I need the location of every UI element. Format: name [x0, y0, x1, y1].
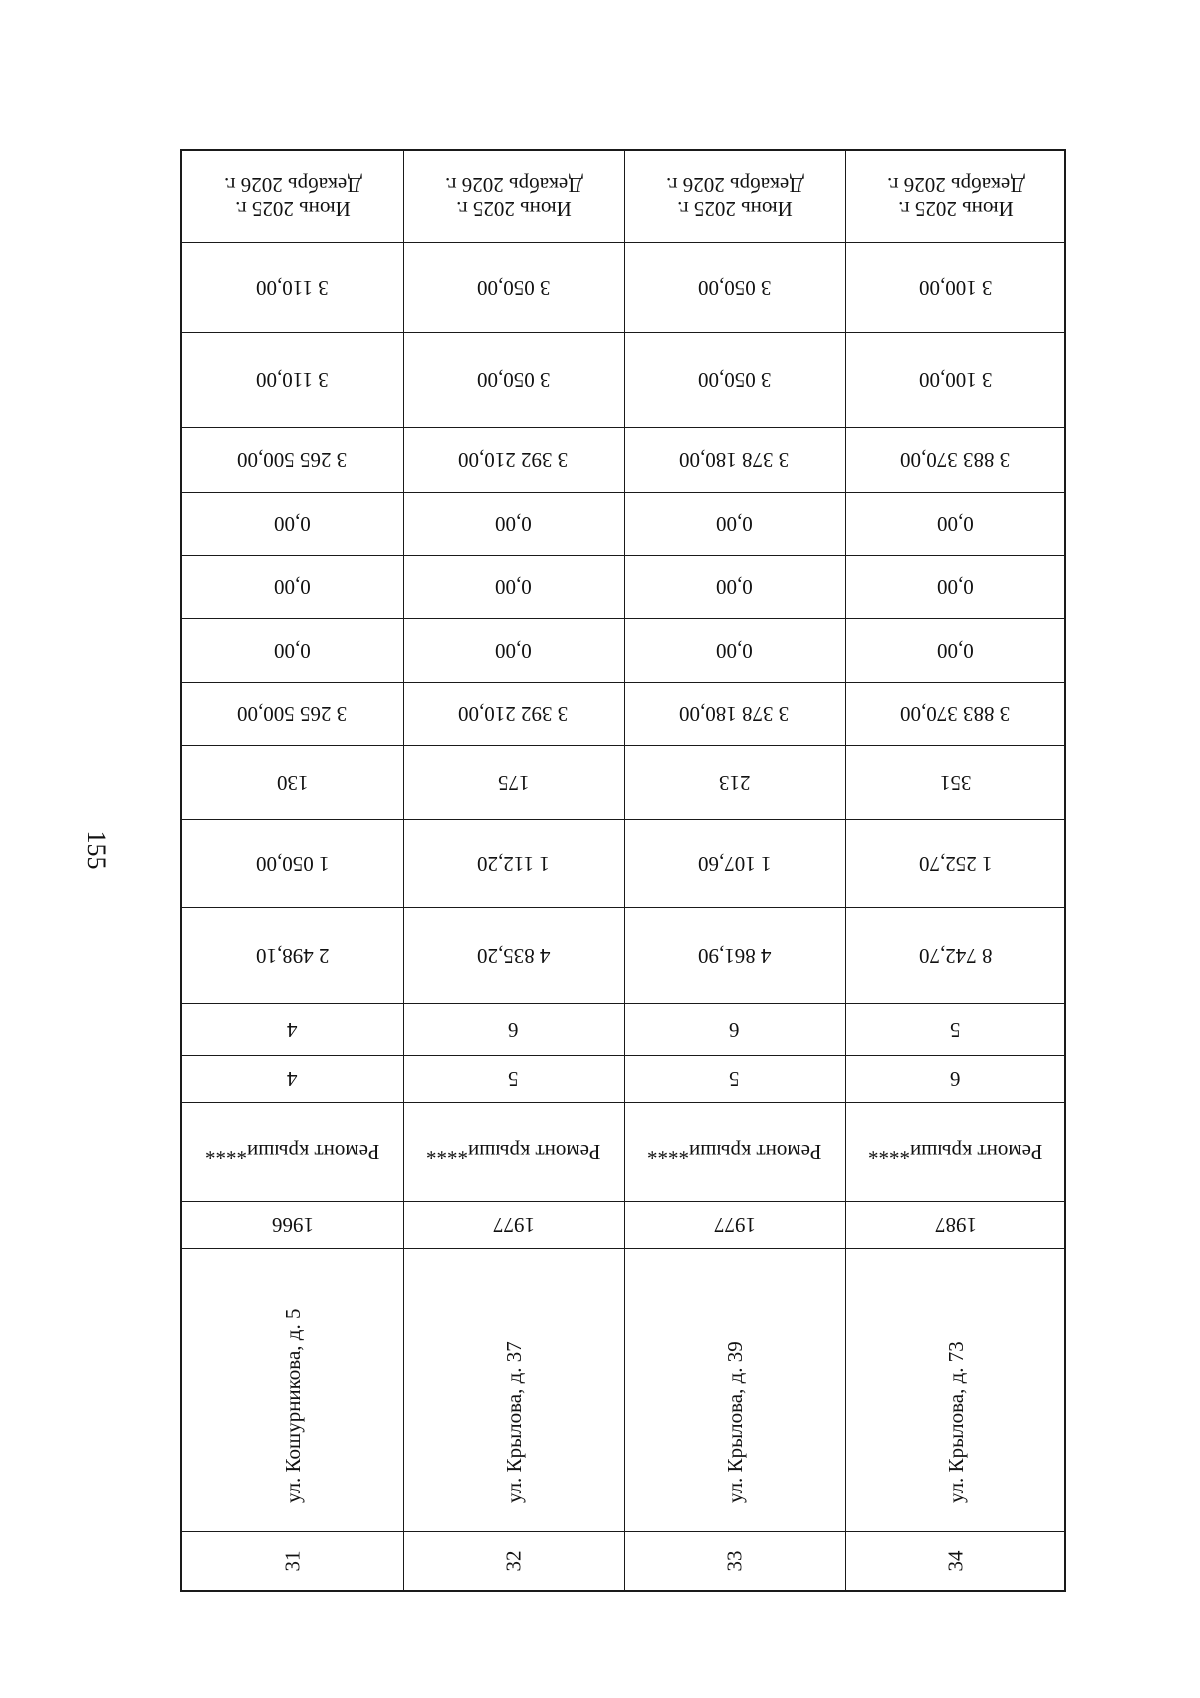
address-text: ул. Кошурникова, д. 5 — [280, 1308, 305, 1503]
table-row — [182, 493, 1064, 556]
table-cell: 4 — [287, 1067, 298, 1091]
table-cell: 0,00 — [716, 575, 753, 599]
table-cell: 5 — [950, 1017, 961, 1042]
column-divider — [845, 151, 846, 1590]
table-cell: 3 100,00 — [918, 368, 993, 392]
table-cell — [845, 1249, 1066, 1531]
table-cell — [182, 1249, 403, 1531]
table-cell: 4 — [287, 1017, 298, 1042]
table-row — [182, 619, 1064, 683]
table-cell: Июнь 2025 г. Декабрь 2026 г. — [223, 172, 362, 221]
table-cell: 0,00 — [495, 512, 532, 536]
table-cell: 0,00 — [937, 575, 974, 599]
table-cell: 0,00 — [495, 638, 532, 663]
table-cell: 31 — [280, 1550, 305, 1572]
table-cell: 3 050,00 — [476, 368, 551, 392]
table-cell: 5 — [729, 1067, 740, 1091]
table-cell: 3 110,00 — [256, 275, 329, 300]
table-cell: 1987 — [934, 1213, 977, 1237]
table-cell: Июнь 2025 г. Декабрь 2026 г. — [444, 172, 583, 221]
table-cell: 0,00 — [274, 575, 311, 599]
table-row — [182, 333, 1064, 428]
table-cell: 351 — [939, 770, 972, 795]
column-divider — [403, 151, 404, 1590]
table-cell — [403, 1249, 624, 1531]
table-cell: 6 — [508, 1017, 519, 1042]
table-cell: 2 498,10 — [255, 943, 330, 968]
table-cell: Ремонт крыши**** — [647, 1140, 822, 1164]
table-row-period — [182, 151, 1064, 243]
table-cell: 5 — [508, 1067, 519, 1091]
address-text: ул. Крылова, д. 39 — [722, 1341, 747, 1503]
address-text: ул. Крылова, д. 73 — [943, 1341, 968, 1503]
table-cell: 3 050,00 — [476, 275, 551, 300]
table-cell: 0,00 — [274, 638, 311, 663]
table-cell: 4 835,20 — [476, 943, 551, 968]
table-cell: 3 883 370,00 — [900, 448, 1011, 472]
table-cell: 3 392 210,00 — [458, 448, 569, 472]
table-cell: 1 107,60 — [697, 851, 772, 876]
table-cell: 1977 — [492, 1213, 535, 1237]
table-row — [182, 820, 1064, 908]
table-cell: 3 050,00 — [697, 275, 772, 300]
table-cell: 1 050,00 — [255, 851, 330, 876]
table-cell: 34 — [943, 1550, 968, 1572]
table-cell: 1966 — [271, 1213, 314, 1237]
table-row — [182, 1004, 1064, 1056]
table-cell: 33 — [722, 1550, 747, 1572]
table-cell: Ремонт крыши**** — [426, 1140, 601, 1164]
table-cell: 6 — [950, 1067, 961, 1091]
table-row-number — [182, 1532, 1064, 1590]
table-cell: 1977 — [713, 1213, 756, 1237]
table-cell: Ремонт крыши**** — [868, 1140, 1043, 1164]
table-row — [182, 683, 1064, 746]
table-cell: 0,00 — [495, 575, 532, 599]
table-cell: 130 — [276, 770, 309, 795]
table-cell: 3 265 500,00 — [237, 702, 348, 726]
table-cell: 175 — [497, 770, 530, 795]
table-cell: Ремонт крыши**** — [205, 1140, 380, 1164]
table-cell: 3 050,00 — [697, 368, 772, 392]
table-row — [182, 556, 1064, 619]
table-row-address — [182, 1249, 1064, 1532]
table-cell: 3 378 180,00 — [679, 702, 790, 726]
works-schedule-table — [180, 149, 1066, 1592]
table-row — [182, 243, 1064, 333]
table-cell: Июнь 2025 г. Декабрь 2026 г. — [886, 172, 1025, 221]
table-cell: Июнь 2025 г. Декабрь 2026 г. — [665, 172, 804, 221]
table-row-work-type — [182, 1103, 1064, 1202]
table-cell: 4 861,90 — [697, 943, 772, 968]
table-cell: 3 378 180,00 — [679, 448, 790, 472]
table-cell: 6 — [729, 1017, 740, 1042]
table-cell: 1 252,70 — [918, 851, 993, 876]
page-number: 155 — [82, 830, 111, 870]
table-cell: 1 112,20 — [477, 851, 550, 876]
table-cell: 0,00 — [716, 638, 753, 663]
address-text: ул. Крылова, д. 37 — [501, 1341, 526, 1503]
table-row-year — [182, 1202, 1064, 1249]
table-cell: 0,00 — [274, 512, 311, 536]
table-row — [182, 746, 1064, 820]
table-cell: 32 — [501, 1550, 526, 1572]
table-cell: 3 100,00 — [918, 275, 993, 300]
table-cell: 3 110,00 — [256, 368, 329, 392]
table-cell: 213 — [718, 770, 751, 795]
table-row — [182, 908, 1064, 1004]
table-cell: 0,00 — [937, 638, 974, 663]
table-cell: 8 742,70 — [918, 943, 993, 968]
table-row — [182, 428, 1064, 493]
table-cell: 3 265 500,00 — [237, 448, 348, 472]
table-row — [182, 1056, 1064, 1103]
table-cell: 3 392 210,00 — [458, 702, 569, 726]
table-cell: 0,00 — [716, 512, 753, 536]
column-divider — [624, 151, 625, 1590]
table-cell — [624, 1249, 845, 1531]
table-cell: 0,00 — [937, 512, 974, 536]
table-cell: 3 883 370,00 — [900, 702, 1011, 726]
